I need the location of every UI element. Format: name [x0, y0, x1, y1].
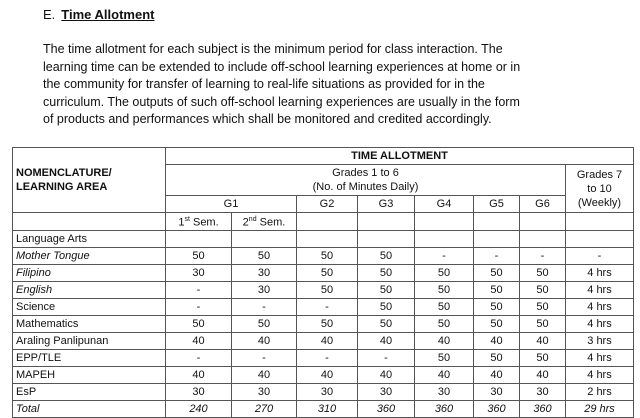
value-cell: 270	[232, 400, 297, 417]
value-cell: 30	[232, 264, 297, 281]
value-cell: -	[166, 349, 232, 366]
value-cell: -	[358, 349, 415, 366]
value-cell: 30	[166, 264, 232, 281]
value-cell: 40	[166, 332, 232, 349]
grades-1-6-line: (No. of Minutes Daily)	[312, 181, 419, 193]
learning-area: English	[13, 281, 166, 298]
value-cell: 4 hrs	[566, 298, 634, 315]
table-row	[13, 315, 634, 332]
sem2-header	[232, 213, 297, 231]
value-cell: -	[566, 247, 634, 264]
value-cell: 50	[520, 315, 566, 332]
grade-header: G3	[358, 196, 415, 213]
value-cell: -	[520, 247, 566, 264]
value-cell: 40	[474, 366, 520, 383]
grades-1-6-line: Grades 1 to 6	[332, 167, 399, 179]
value-cell: 4 hrs	[566, 281, 634, 298]
empty-cell	[13, 213, 166, 231]
value-cell: 50	[474, 281, 520, 298]
value-cell: 310	[297, 400, 358, 417]
learning-area: Total	[13, 400, 166, 417]
learning-area: Mother Tongue	[13, 247, 166, 264]
value-cell: 360	[520, 400, 566, 417]
learning-area: Araling Panlipunan	[13, 332, 166, 349]
sem-sup: nd	[248, 216, 257, 223]
table-row	[13, 281, 634, 298]
empty-cell	[520, 230, 566, 247]
grades-7-10-line: (Weekly)	[577, 196, 622, 209]
grades-7-10-line: Grades 7	[576, 168, 623, 181]
sem-num: 2	[242, 216, 249, 229]
value-cell: 40	[474, 332, 520, 349]
empty-cell	[415, 213, 474, 231]
sem-num: 1	[178, 216, 185, 229]
value-cell: 40	[415, 366, 474, 383]
grade-header: G4	[415, 196, 474, 213]
value-cell: 360	[358, 400, 415, 417]
value-cell: -	[474, 247, 520, 264]
grades-7-10-header	[566, 165, 634, 213]
value-cell: 50	[474, 264, 520, 281]
empty-cell	[520, 213, 566, 231]
table-row	[13, 264, 634, 281]
value-cell: 50	[415, 264, 474, 281]
value-cell: 50	[358, 298, 415, 315]
learning-area: Science	[13, 298, 166, 315]
learning-area: MAPEH	[13, 366, 166, 383]
learning-area: EPP/TLE	[13, 349, 166, 366]
paragraph-line: of products and performances which shall be monitored and credited accordingly.	[43, 112, 492, 127]
table-row	[13, 349, 634, 366]
empty-cell	[415, 230, 474, 247]
value-cell: 40	[358, 332, 415, 349]
grade-header: G1	[166, 196, 297, 213]
value-cell: 3 hrs	[566, 332, 634, 349]
value-cell: 40	[297, 366, 358, 383]
value-cell: 30	[297, 383, 358, 400]
empty-cell	[566, 230, 634, 247]
section-heading	[43, 7, 154, 22]
section-title: Time Allotment	[61, 7, 155, 22]
value-cell: 50	[358, 247, 415, 264]
learning-area: Filipino	[13, 264, 166, 281]
empty-cell	[358, 230, 415, 247]
grade-header: G6	[520, 196, 566, 213]
value-cell: 4 hrs	[566, 366, 634, 383]
value-cell: 30	[232, 383, 297, 400]
value-cell: 4 hrs	[566, 315, 634, 332]
group-label: Language Arts	[13, 230, 166, 247]
value-cell: 50	[297, 281, 358, 298]
value-cell: 40	[166, 366, 232, 383]
value-cell: -	[232, 298, 297, 315]
value-cell: 50	[474, 315, 520, 332]
value-cell: 50	[166, 247, 232, 264]
value-cell: 50	[166, 315, 232, 332]
table-row	[13, 247, 634, 264]
sem1-header	[166, 213, 232, 231]
value-cell: -	[297, 349, 358, 366]
value-cell: 50	[415, 349, 474, 366]
value-cell: 50	[358, 315, 415, 332]
value-cell: -	[297, 298, 358, 315]
value-cell: 40	[232, 332, 297, 349]
value-cell: 2 hrs	[566, 383, 634, 400]
value-cell: 40	[415, 332, 474, 349]
value-cell: 50	[297, 315, 358, 332]
section-letter: E.	[43, 7, 56, 22]
empty-cell	[232, 230, 297, 247]
empty-cell	[297, 230, 358, 247]
intro-paragraph	[43, 41, 563, 129]
value-cell: 4 hrs	[566, 349, 634, 366]
value-cell: 50	[297, 247, 358, 264]
time-allotment-table	[12, 147, 634, 418]
value-cell: 40	[358, 366, 415, 383]
value-cell: 360	[415, 400, 474, 417]
value-cell: -	[166, 298, 232, 315]
value-cell: 30	[358, 383, 415, 400]
value-cell: 30	[520, 383, 566, 400]
paragraph-line: The time allotment for each subject is the minimum period for class interaction. The	[43, 42, 503, 56]
value-cell: -	[232, 349, 297, 366]
value-cell: 50	[358, 264, 415, 281]
paragraph-line: the community for transfer of learning to real-life situations as provided for in the	[43, 77, 485, 92]
empty-cell	[474, 213, 520, 231]
value-cell: 40	[297, 332, 358, 349]
value-cell: 50	[415, 315, 474, 332]
table-row	[13, 366, 634, 383]
sem-sup: st	[184, 216, 190, 223]
value-cell: 50	[520, 264, 566, 281]
grade-header: G5	[474, 196, 520, 213]
value-cell: 50	[520, 349, 566, 366]
value-cell: 30	[474, 383, 520, 400]
paragraph-line: curriculum. The outputs of such off-school learning experiences are usually in the form	[43, 94, 520, 109]
value-cell: 240	[166, 400, 232, 417]
value-cell: 40	[232, 366, 297, 383]
value-cell: 40	[520, 366, 566, 383]
grades-7-10-line: to 10	[587, 182, 612, 195]
value-cell: -	[166, 281, 232, 298]
table-row	[13, 383, 634, 400]
table-row	[13, 332, 634, 349]
time-allotment-header: TIME ALLOTMENT	[166, 148, 634, 165]
grades-1-6-header	[166, 165, 566, 196]
value-cell: 30	[415, 383, 474, 400]
sem-word: Sem.	[189, 216, 219, 229]
value-cell: 30	[166, 383, 232, 400]
value-cell: 50	[232, 247, 297, 264]
value-cell: 50	[232, 315, 297, 332]
empty-cell	[566, 213, 634, 231]
value-cell: 50	[474, 349, 520, 366]
value-cell: 360	[474, 400, 520, 417]
value-cell: 40	[520, 332, 566, 349]
value-cell: 50	[297, 264, 358, 281]
learning-area: EsP	[13, 383, 166, 400]
value-cell: 50	[415, 298, 474, 315]
value-cell: 50	[358, 281, 415, 298]
empty-cell	[358, 213, 415, 231]
value-cell: 30	[232, 281, 297, 298]
paragraph-line: learning time can be extended to include off-school learning experiences at home or in	[43, 59, 521, 74]
table-row	[13, 298, 634, 315]
value-cell: 29 hrs	[566, 400, 634, 417]
value-cell: 50	[415, 281, 474, 298]
empty-cell	[297, 213, 358, 231]
empty-cell	[474, 230, 520, 247]
empty-cell	[166, 230, 232, 247]
value-cell: -	[415, 247, 474, 264]
grade-header: G2	[297, 196, 358, 213]
sem-word: Sem.	[256, 216, 286, 229]
value-cell: 50	[520, 281, 566, 298]
value-cell: 50	[474, 298, 520, 315]
learning-area: Mathematics	[13, 315, 166, 332]
value-cell: 4 hrs	[566, 264, 634, 281]
value-cell: 50	[520, 298, 566, 315]
nomenclature-header: NOMENCLATURE/ LEARNING AREA	[13, 148, 166, 213]
